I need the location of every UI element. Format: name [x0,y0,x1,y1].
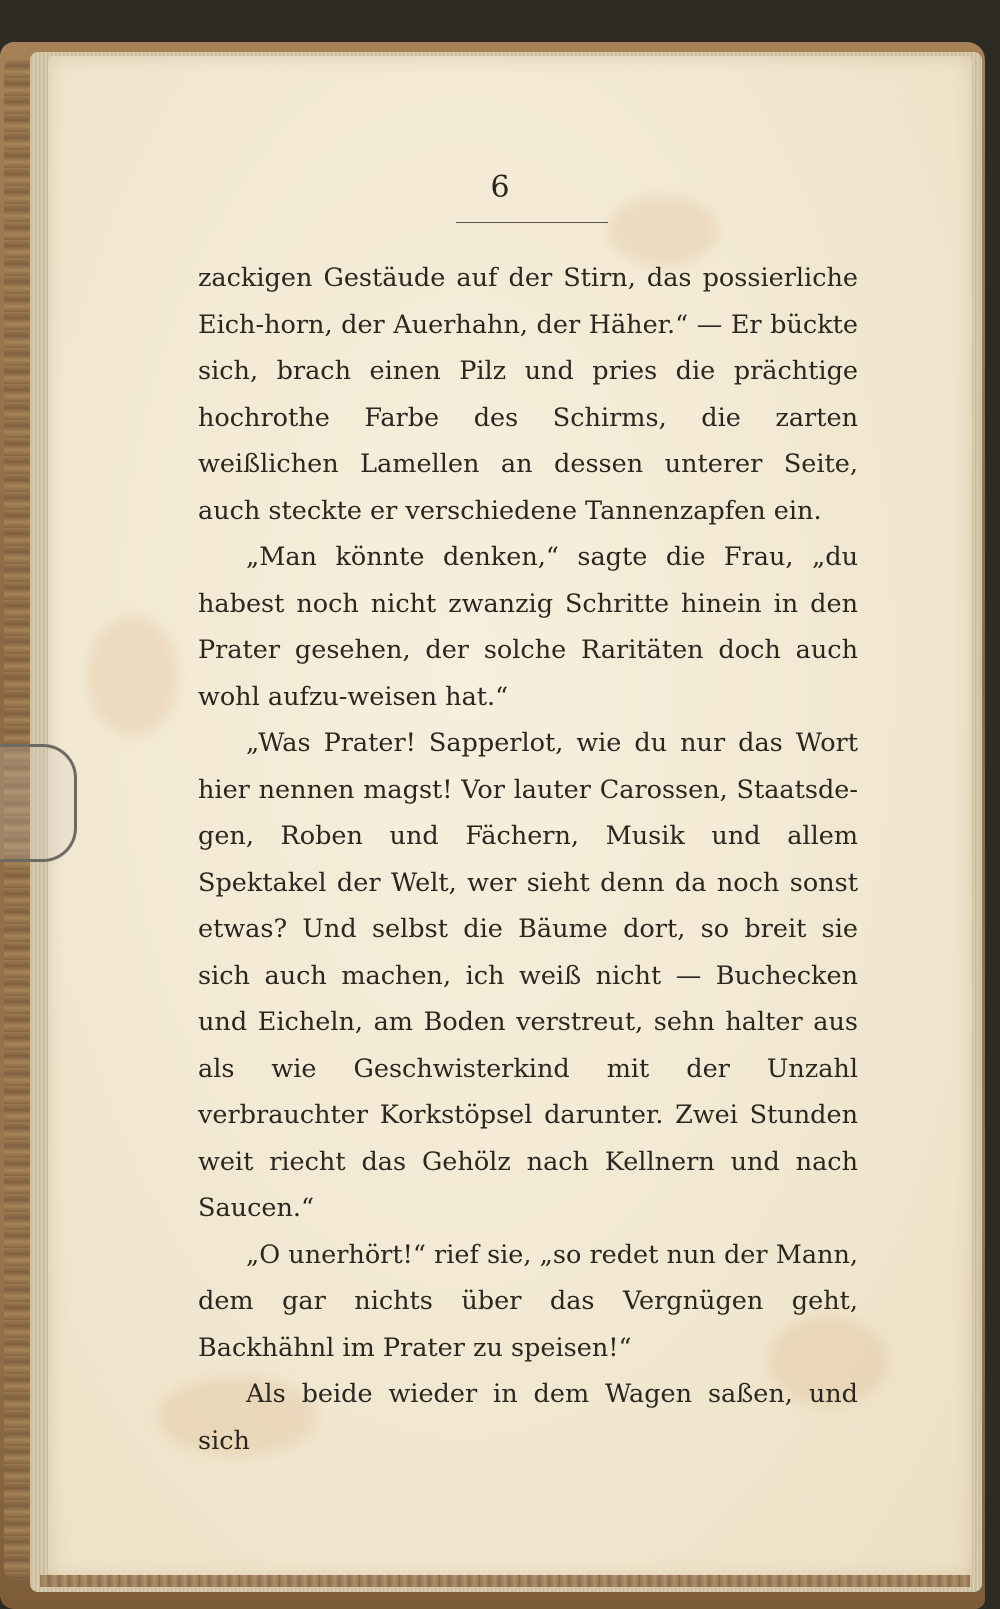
header-rule [456,222,608,223]
paragraph: „O unerhört!“ rief sie, „so redet nun der Mann, dem gar nichts über das Vergnügen geht, Backhähnl im Prater zu speisen!“ [198,1239,858,1363]
paper-stain [88,616,178,736]
bottom-edge [40,1575,970,1587]
paragraph: Als beide wieder in dem Wagen saßen, und sich [198,1379,858,1456]
page-number: 6 [490,170,510,205]
paragraph: „Was Prater! Sapperlot, wie du nur das Wort hier nennen magst! Vor lauter Carossen, Staatsde-gen, Roben und Fächern, Musik und allem Spektakel der Welt, wer sieht denn da noch sonst etwas? Und selbst die Bäume dort, so breit sie sich auch machen, ich weiß nicht — Buchecken und Eicheln, am Boden verstreut, sehn halter aus als wie Geschwisterkind mit der Unzahl verbrauchter Korkstöpsel darunter. Zwei Stunden weit riecht das Gehölz nach Kellnern und nach Saucen.“ [198,728,858,1223]
body-text [198,255,858,1464]
page-clip [0,744,77,862]
paragraph: „Man könnte denken,“ sagte die Frau, „du habest noch nicht zwanzig Schritte hinein in den Prater gesehen, der solche Raritäten doch auch wohl aufzu-weisen hat.“ [198,542,858,712]
paragraph: zackigen Gestäude auf der Stirn, das possierliche Eich-horn, der Auerhahn, der Häher.“ — Er bückte sich, brach einen Pilz und pries die prächtige hochrothe Farbe des Schirms, die zarten weißlichen Lamellen an dessen unterer Seite, auch steckte er verschiedene Tannenzapfen ein. [198,263,858,526]
